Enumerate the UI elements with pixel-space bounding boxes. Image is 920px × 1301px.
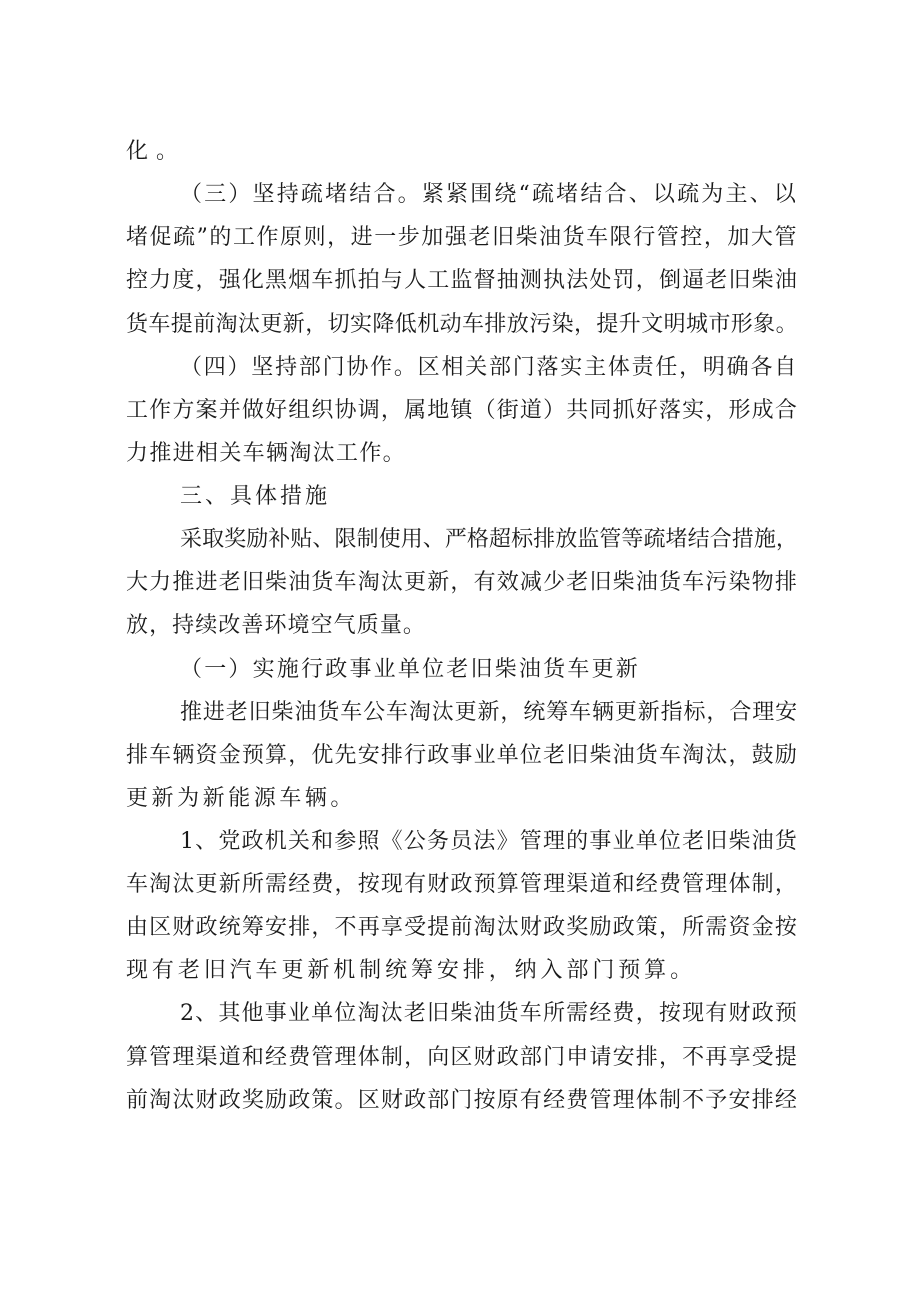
text-line: 工作方案并做好组织协调，属地镇（街道）共同抓好落实，形成合 xyxy=(126,398,798,423)
text-line: 前淘汰财政奖励政策。区财政部门按原有经费管理体制不予安排经 xyxy=(126,1088,798,1113)
section-heading: 三、具体措施 xyxy=(180,484,330,509)
text-line: 货车提前淘汰更新，切实降低机动车排放污染，提升文明城市形象。 xyxy=(126,312,798,337)
text-line: 由区财政统筹安排，不再享受提前淘汰财政奖励政策，所需资金按 xyxy=(126,915,798,940)
text-line: 推进老旧柴油货车公车淘汰更新，统筹车辆更新指标，合理安 xyxy=(180,700,798,725)
subsection-heading: （一）实施行政事业单位老旧柴油货车更新 xyxy=(180,657,640,682)
text-line: 大力推进老旧柴油货车淘汰更新，有效减少老旧柴油货车污染物排 xyxy=(126,570,798,595)
text-line: 堵促疏”的工作原则，进一步加强老旧柴油货车限行管控，加大管 xyxy=(126,225,798,250)
text-line: 放，持续改善环境空气质量。 xyxy=(126,613,426,638)
text-line: 排车辆资金预算，优先安排行政事业单位老旧柴油货车淘汰，鼓励 xyxy=(126,743,798,768)
text-line: 1、党政机关和参照《公务员法》管理的事业单位老旧柴油货 xyxy=(180,829,798,854)
text-line: 化。 xyxy=(126,139,186,164)
text-line: 算管理渠道和经费管理体制，向区财政部门申请安排，不再享受提 xyxy=(126,1045,798,1070)
text-line: （四）坚持部门协作。区相关部门落实主体责任，明确各自 xyxy=(180,355,798,380)
text-line: 更新为新能源车辆。 xyxy=(126,786,356,811)
text-line: 车淘汰更新所需经费，按现有财政预算管理渠道和经费管理体制， xyxy=(126,872,798,897)
text-line: （三）坚持疏堵结合。紧紧围绕“疏堵结合、以疏为主、以 xyxy=(180,182,798,207)
text-line: 2、其他事业单位淘汰老旧柴油货车所需经费，按现有财政预 xyxy=(180,1001,798,1026)
text-line: 力推进相关车辆淘汰工作。 xyxy=(126,441,406,466)
text-line: 控力度，强化黑烟车抓拍与人工监督抽测执法处罚，倒逼老旧柴油 xyxy=(126,268,798,293)
text-line: 现有老旧汽车更新机制统筹安排，纳入部门预算。 xyxy=(126,958,696,983)
text-line: 采取奖励补贴、限制使用、严格超标排放监管等疏堵结合措施， xyxy=(180,527,798,552)
